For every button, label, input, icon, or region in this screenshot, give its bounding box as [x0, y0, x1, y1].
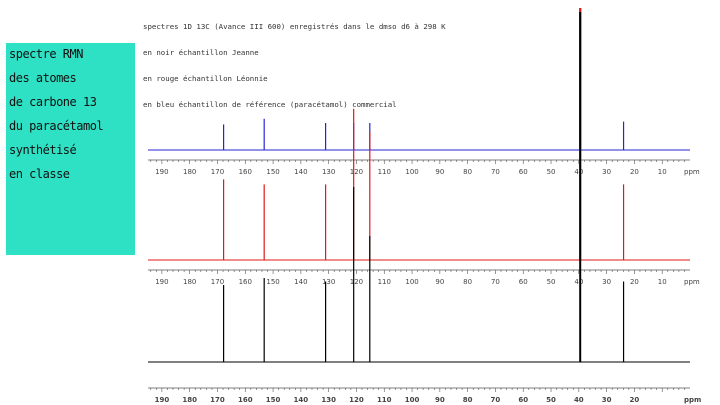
- tick-label: 170: [210, 168, 225, 176]
- tick-label: 190: [155, 168, 169, 176]
- tick-label: 180: [183, 278, 197, 286]
- tick-label: 70: [490, 396, 501, 404]
- tick-label: 80: [463, 278, 473, 286]
- tick-label: 140: [293, 396, 309, 404]
- tick-label: 80: [462, 396, 473, 404]
- tick-label: 20: [629, 278, 639, 286]
- caption-line: en classe: [6, 163, 73, 186]
- tick-label: 10: [657, 168, 667, 176]
- tick-label: 190: [155, 278, 169, 286]
- tick-label: 150: [265, 396, 281, 404]
- axis-unit-label: ppm: [684, 168, 700, 176]
- tick-label: 50: [546, 396, 556, 404]
- tick-label: 170: [210, 396, 225, 404]
- tick-label: 40: [574, 278, 584, 286]
- tick-label: 70: [490, 168, 500, 176]
- tick-label: 20: [629, 396, 640, 404]
- tick-label: 100: [405, 168, 419, 176]
- tick-label: 100: [404, 396, 420, 404]
- tick-label: 140: [294, 168, 308, 176]
- tick-label: 30: [602, 168, 612, 176]
- caption-line: de carbone 13: [6, 91, 99, 114]
- caption-line: des atomes: [6, 67, 79, 90]
- tick-label: 120: [349, 168, 364, 176]
- header-line-black: en noir échantillon Jeanne: [143, 47, 259, 57]
- tick-label: 80: [463, 168, 473, 176]
- caption-line: spectre RMN: [6, 43, 86, 66]
- tick-label: 90: [435, 168, 445, 176]
- tick-label: 90: [434, 396, 445, 404]
- header-line-acquisition: spectres 1D 13C (Avance III 600) enregistrés dans le dmso d6 à 298 K: [143, 22, 446, 32]
- tick-label: 20: [629, 168, 639, 176]
- tick-label: 140: [294, 278, 308, 286]
- axis-unit-label: ppm: [684, 278, 700, 286]
- tick-label: 130: [321, 396, 336, 404]
- tick-label: 10: [657, 278, 667, 286]
- tick-label: 30: [601, 396, 612, 404]
- tick-label: 110: [376, 396, 392, 404]
- tick-label: 60: [518, 396, 529, 404]
- tick-label: 150: [266, 168, 280, 176]
- tick-label: 60: [518, 278, 528, 286]
- tick-label: 40: [573, 396, 584, 404]
- tick-label: 150: [266, 278, 280, 286]
- tick-label: 130: [321, 168, 336, 176]
- tick-label: 130: [321, 278, 336, 286]
- caption-line: synthétisé: [6, 139, 79, 162]
- header-line-red: en rouge échantillon Léonnie: [143, 73, 268, 83]
- tick-label: 160: [238, 168, 252, 176]
- axis-unit-label: ppm: [684, 396, 702, 404]
- tick-label: 190: [154, 396, 170, 404]
- tick-label: 160: [237, 396, 253, 404]
- tick-label: 50: [546, 168, 556, 176]
- tick-label: 50: [546, 278, 556, 286]
- tick-label: 120: [349, 278, 364, 286]
- tick-label: 170: [210, 278, 225, 286]
- tick-label: 110: [377, 278, 391, 286]
- tick-label: 30: [602, 278, 612, 286]
- header-line-blue: en bleu échantillon de référence (paracétamol) commercial: [143, 99, 397, 109]
- tick-label: 100: [405, 278, 419, 286]
- tick-label: 180: [182, 396, 198, 404]
- tick-label: 70: [490, 278, 500, 286]
- tick-label: 90: [435, 278, 445, 286]
- caption-line: du paracétamol: [6, 115, 106, 138]
- tick-label: 120: [349, 396, 364, 404]
- tick-label: 110: [377, 168, 391, 176]
- tick-label: 180: [183, 168, 197, 176]
- tick-label: 60: [518, 168, 528, 176]
- tick-label: 40: [574, 168, 584, 176]
- tick-label: 160: [238, 278, 252, 286]
